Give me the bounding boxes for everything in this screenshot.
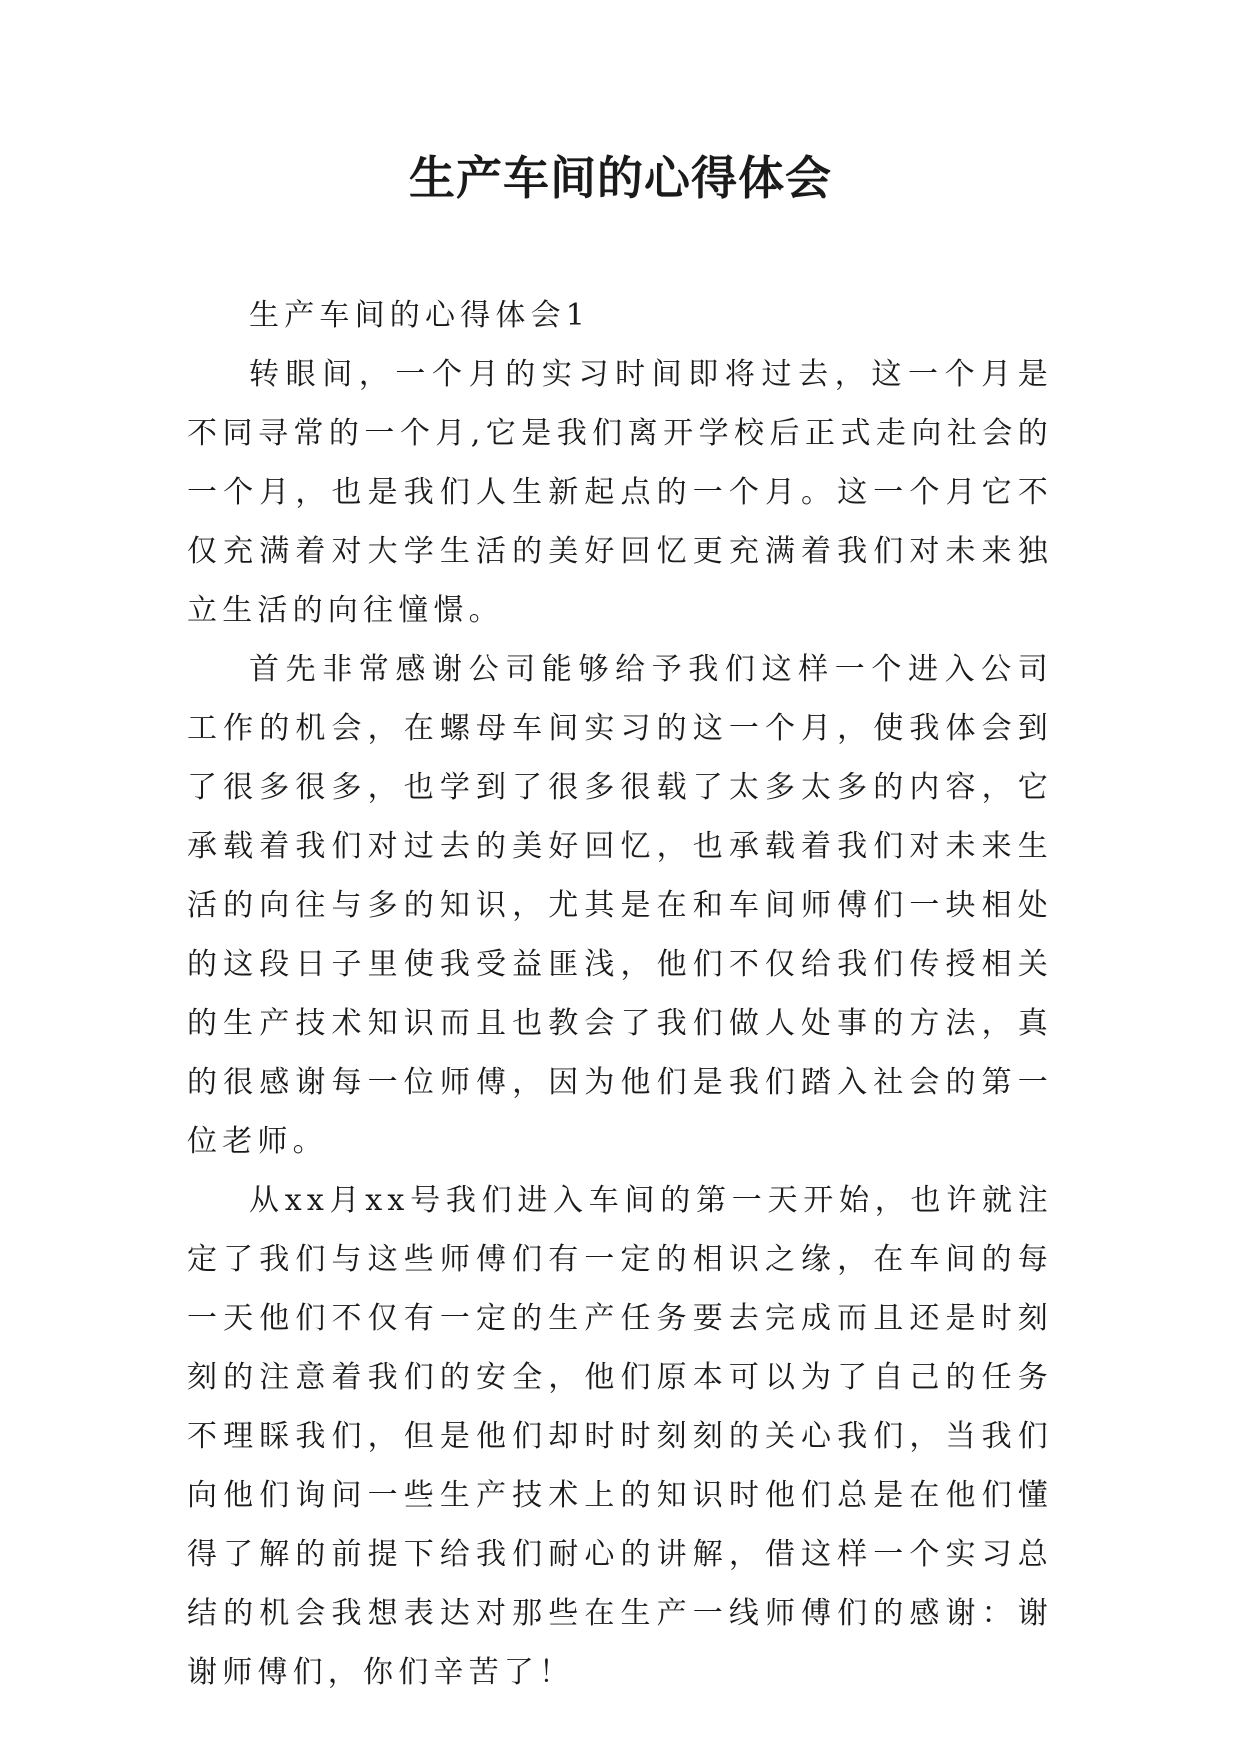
paragraph-1: 转眼间，一个月的实习时间即将过去，这一个月是不同寻常的一个月,它是我们离开学校后正式走向社会的一个月，也是我们人生新起点的一个月。这一个月它不仅充满着对大学生活的美好回忆更充满着我们对未来独立生活的向往憧憬。	[187, 357, 1053, 628]
paragraph-2: 首先非常感谢公司能够给予我们这样一个进入公司工作的机会，在螺母车间实习的这一个月，使我体会到了很多很多，也学到了很多很载了太多太多的内容，它承载着我们对过去的美好回忆，也承载着我们对未来生活的向往与多的知识，尤其是在和车间师傅们一块相处的这段日子里使我受益匪浅，他们不仅给我们传授相关的生产技术知识而且也教会了我们做人处事的方法，真的很感谢每一位师傅，因为他们是我们踏入社会的第一位老师。	[187, 652, 1053, 1159]
document-title: 生产车间的心得体会	[409, 151, 832, 205]
document-body	[187, 286, 1053, 1702]
section-heading: 生产车间的心得体会1	[249, 298, 591, 333]
paragraph-3: 从xx月xx号我们进入车间的第一天开始，也许就注定了我们与这些师傅们有一定的相识之缘，在车间的每一天他们不仅有一定的生产任务要去完成而且还是时刻刻的注意着我们的安全，他们原本可以为了自己的任务不理睬我们，但是他们却时时刻刻的关心我们，当我们向他们询问一些生产技术上的知识时他们总是在他们懂得了解的前提下给我们耐心的讲解，借这样一个实习总结的机会我想表达对那些在生产一线师傅们的感谢：谢谢师傅们，你们辛苦了！	[187, 1183, 1053, 1690]
